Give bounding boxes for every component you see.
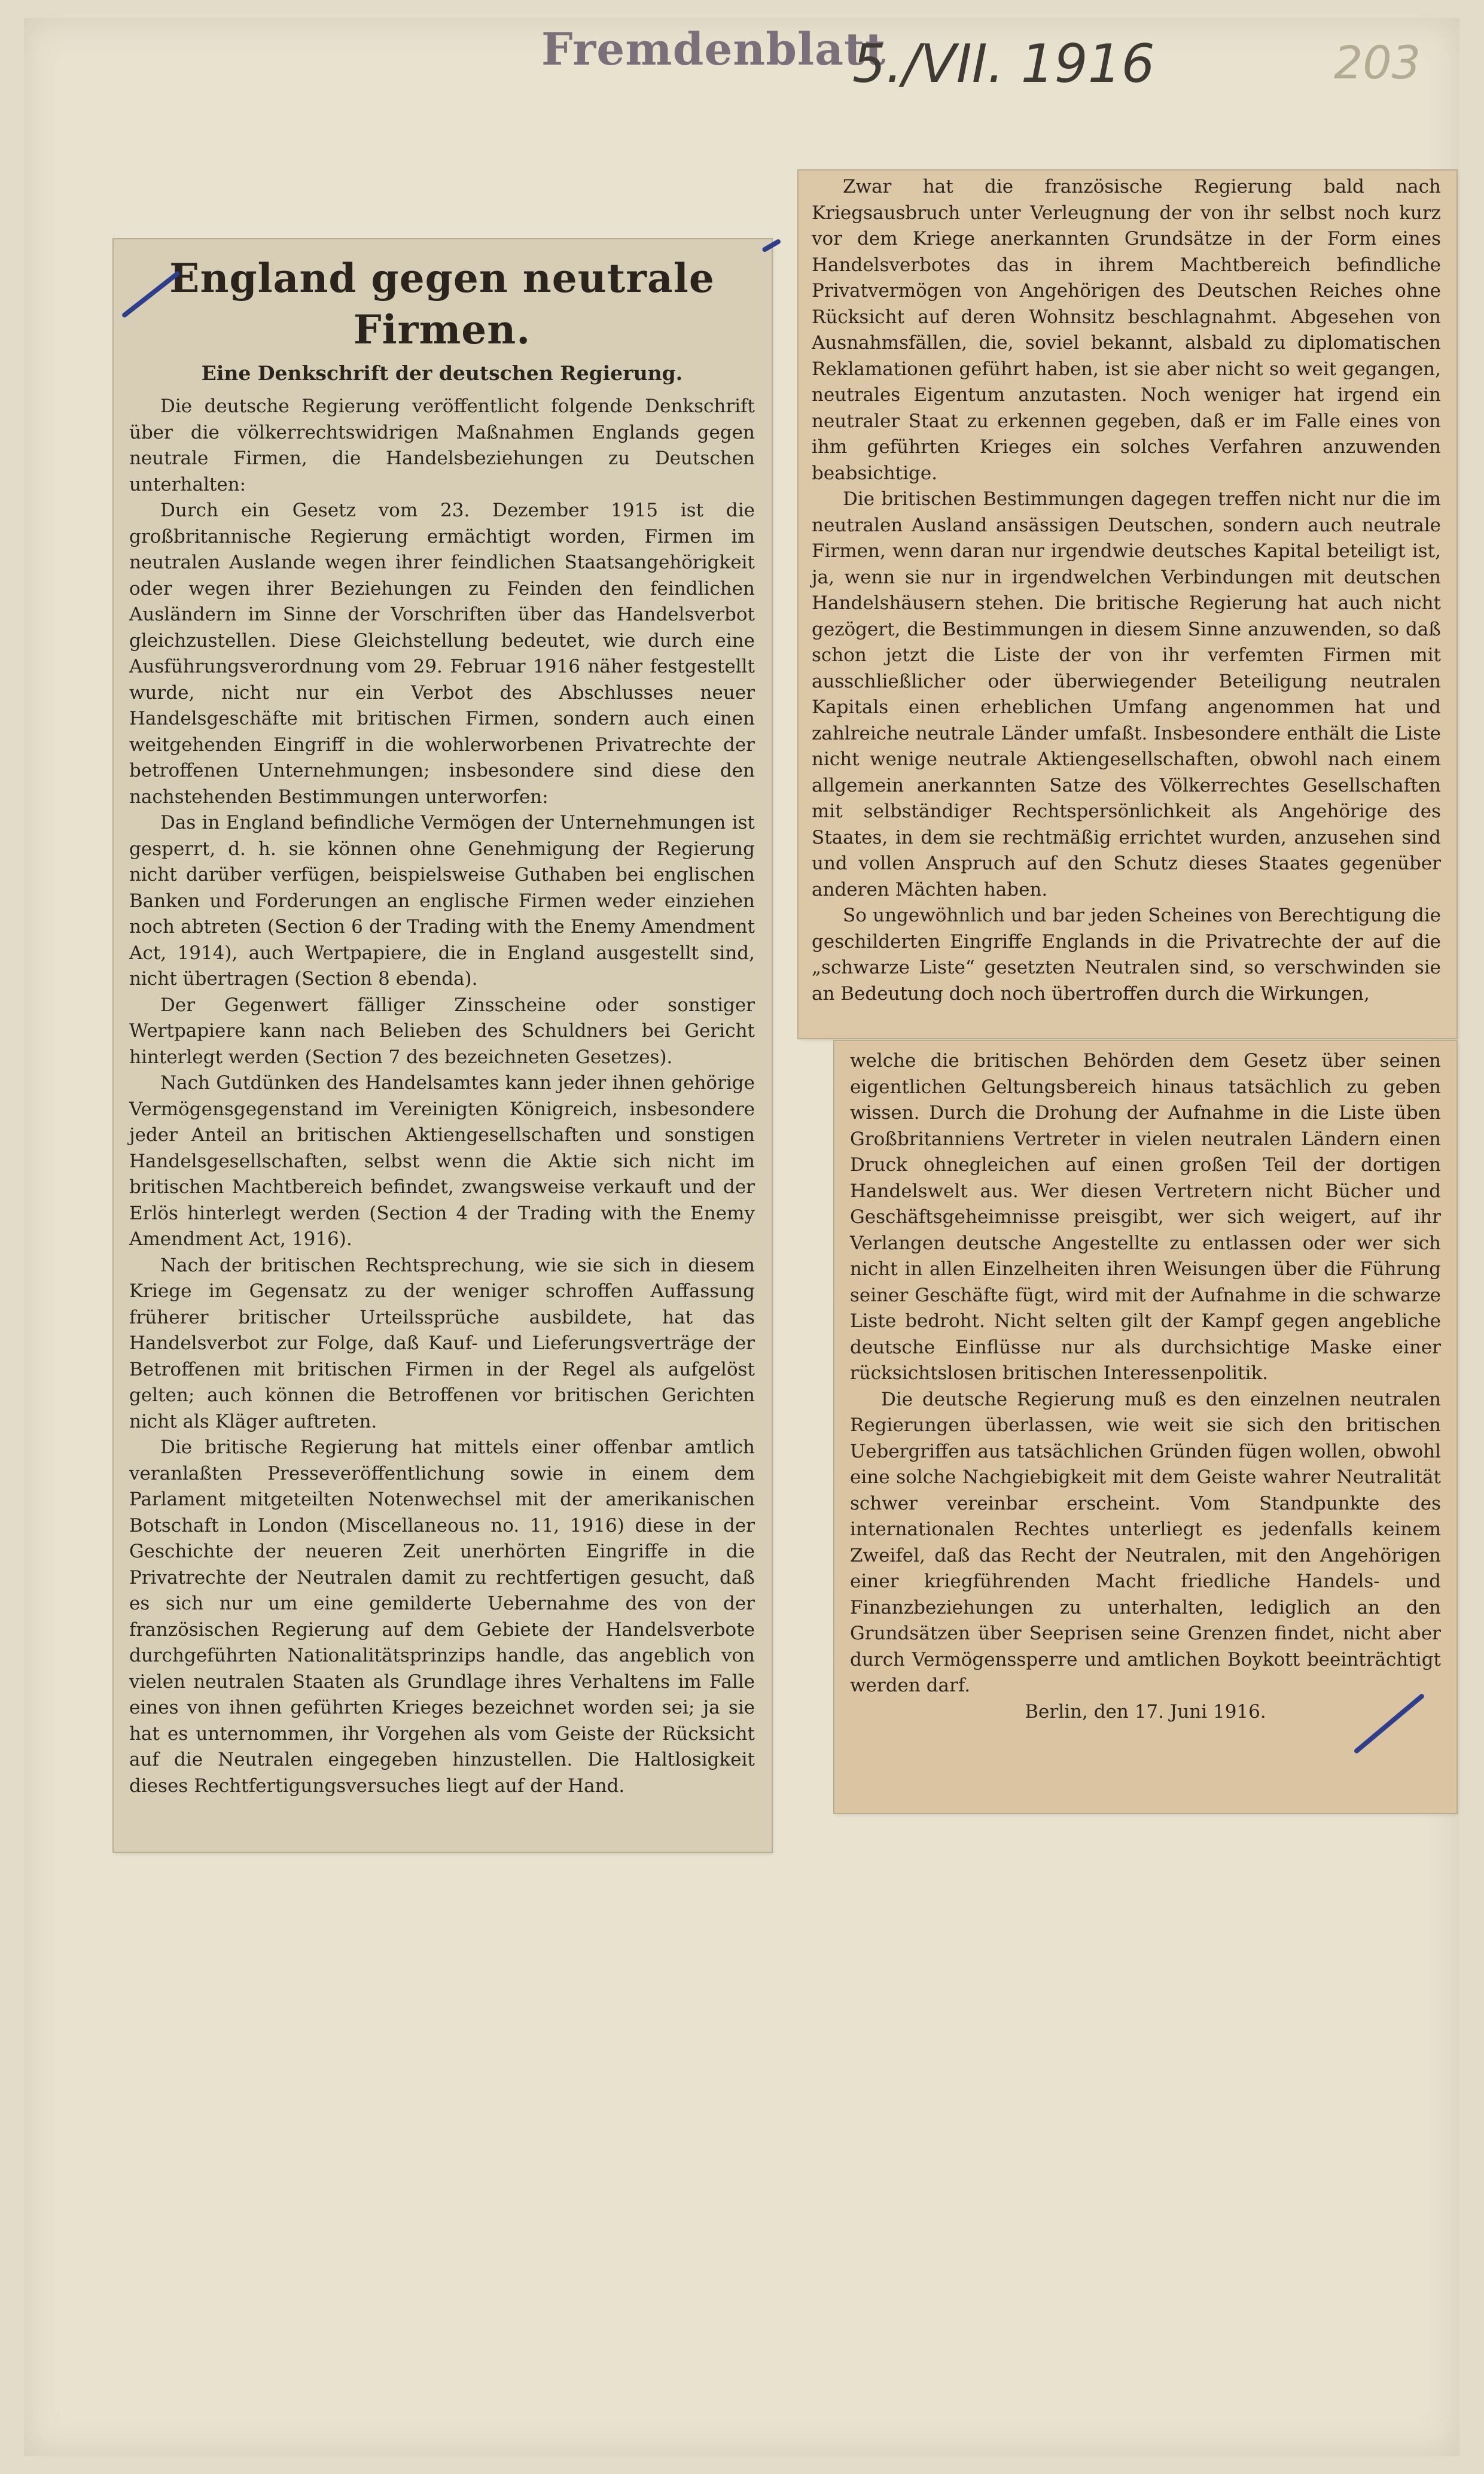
signature-line: Berlin, den 17. Juni 1916. <box>1025 1700 1266 1723</box>
clipping-right-bottom <box>834 1041 1456 1813</box>
clipping-left-column <box>114 239 772 1852</box>
paragraph: Nach der britischen Rechtsprechung, wie sie sich in diesem Kriege im Gegensatz zu der weniger schroffen Auffassung früherer britischer Urteilssprüche ausbildete, hat das Handelsverbot zur Folge, daß Kauf- und Lieferungsverträge der Betroffenen mit britischen Firmen in der Regel als aufgelöst gelten; auch können die Betroffenen vor britischen Gerichten nicht als Kläger auftreten. <box>129 1254 755 1432</box>
paragraph: Die deutsche Regierung veröffentlicht folgende Denkschrift über die völkerrechtswidrigen Maßnahmen Englands gegen neutrale Firmen, die Handelsbeziehungen zu Deutschen unterhalten: <box>129 395 755 495</box>
paragraph: Zwar hat die französische Regierung bald nach Kriegsausbruch unter Verleugnung der von ihr selbst noch kurz vor dem Kriege anerkannten Grundsätze in der Form eines Handelsverbotes das in ihrem Machtbereich befindliche Privatvermögen von Angehörigen des Deutschen Reiches ohne Rücksicht auf deren Wohnsitz beschlagnahmt. Abgesehen von Ausnahmsfällen, die, soviel bekannt, alsbald zu diplomatischen Reklamationen geführt haben, ist sie aber nicht so weit gegangen, neutrales Eigentum anzutasten. Noch weniger hat irgend ein neutraler Staat zu erkennen gegeben, daß er im Falle eines von ihm geführten Krieges ein solches Verfahren anzuwenden beabsichtige. <box>812 176 1441 484</box>
article-title: England gegen neutrale Firmen. <box>169 255 715 353</box>
paragraph: Die deutsche Regierung muß es den einzelnen neutralen Regierungen überlassen, wie weit sie sich den britischen Uebergriffen aus tatsächlichen Gründen fügen wollen, obwohl eine solche Nachgiebigkeit mit dem Geiste wahrer Neutralität schwer vereinbar erscheint. Vom Standpunkte des internationalen Rechtes unterliegt es jedenfalls keinem Zweifel, daß das Recht der Neutralen, mit den Angehörigen einer kriegführenden Macht friedliche Handels- und Finanzbeziehungen zu unterhalten, lediglich an den Grundsätzen über Seeprisen seine Grenzen findet, nicht aber durch Vermögenssperre und amtlichen Boykott beeinträchtigt werden darf. <box>850 1388 1441 1696</box>
paragraph: Die britischen Bestimmungen dagegen treffen nicht nur die im neutralen Ausland ansässigen Deutschen, sondern auch neutrale Firmen, wenn daran nur irgendwie deutsches Kapital beteiligt ist, ja, wenn sie nur in irgendwelchen Verbindungen mit deutschen Handelshäusern stehen. Die britische Regierung hat auch nicht gezögert, die Bestimmungen in diesem Sinne anzuwenden, so daß schon jetzt die Liste der von ihr verfemten Firmen mit ausschließlicher oder überwiegender Beteiligung neutralen Kapitals einen erheblichen Umfang angenommen hat und zahlreiche neutrale Länder umfaßt. Insbesondere enthält die Liste nicht wenige neutrale Aktiengesellschaften, obwohl nach einem allgemein anerkannten Satze des Völkerrechtes Gesellschaften mit selbständiger Rechtspersönlichkeit als Angehörige des Staates, in dem sie rechtmäßig errichtet wurden, anzusehen sind und vollen Anspruch auf den Schutz dieses Staates gegenüber anderen Mächten haben. <box>812 488 1441 900</box>
paragraph: Der Gegenwert fälliger Zinsscheine oder sonstiger Wertpapiere kann nach Belieben des Schuldners bei Gericht hinterlegt werden (Section 7 des bezeichneten Gesetzes). <box>129 994 755 1068</box>
paragraph: Durch ein Gesetz vom 23. Dezember 1915 ist die großbritannische Regierung ermächtigt worden, Firmen im neutralen Auslande wegen ihrer feindlichen Staatsangehörigkeit oder wegen ihrer Beziehungen zu Feinden den feindlichen Ausländern im Sinne der Vorschriften über das Handelsverbot gleichzustellen. Diese Gleichstellung bedeutet, wie durch eine Ausführungsverordnung vom 29. Februar 1916 näher festgestellt wurde, nicht nur ein Verbot des Abschlusses neuer Handelsgeschäfte mit britischen Firmen, sondern auch einen weitgehenden Eingriff in die wohlerworbenen Privatrechte der betroffenen Unternehmungen; insbesondere sind diese den nachstehenden Bestimmungen unterworfen: <box>129 500 755 808</box>
handwritten-date: 5./VII. 1916 <box>852 33 1155 95</box>
page-number: 203 <box>1334 36 1421 89</box>
clipping-right-top <box>799 171 1456 1038</box>
paragraph: Nach Gutdünken des Handelsamtes kann jeder ihnen gehörige Vermögensgegenstand im Vereinigten Königreich, insbesondere jeder Anteil an britischen Aktiengesellschaften und sonstigen Handelsgesellschaften, selbst wenn die Aktie sich nicht im britischen Machtbereich befindet, zwangsweise verkauft und der Erlös hinterlegt werden (Section 4 der Trading with the Enemy Amendment Act, 1916). <box>129 1072 755 1250</box>
paragraph: welche die britischen Behörden dem Gesetz über seinen eigentlichen Geltungsbereich hinaus tatsächlich zu geben wissen. Durch die Drohung der Aufnahme in die Liste üben Großbritanniens Vertreter in vielen neutralen Ländern einen Druck ohnegleichen auf einen großen Teil der dortigen Handelswelt aus. Wer diesen Vertretern nicht Bücher und Geschäftsgeheimnisse preisgibt, wer sich weigert, auf ihr Verlangen deutsche Angestellte zu entlassen oder wer sich nicht in allen Einzelheiten ihren Weisungen über die Führung seiner Geschäfte fügt, wird mit der Aufnahme in die schwarze Liste bedroht. Nicht selten gilt der Kampf gegen angebliche deutsche Einflüsse nur als durchsichtige Maske einer rücksichtslosen britischen Interessenpolitik. <box>850 1050 1441 1384</box>
newspaper-stamp: Fremdenblatt <box>541 24 886 75</box>
paragraph: Die britische Regierung hat mittels einer offenbar amtlich veranlaßten Presseveröffentlichung sowie in einem dem Parlament mitgeteilten Notenwechsel mit der amerikanischen Botschaft in London (Miscellaneous no. 11, 1916) diese in der Geschichte der neueren Zeit unerhörten Eingriffe in die Privatrechte der Neutralen damit zu rechtfertigen gesucht, daß es sich nur um eine gemilderte Uebernahme des von der französischen Regierung auf dem Gebiete der Handelsverbote durchgeführten Nationalitätsprinzips handle, das angeblich von vielen neutralen Staaten als Grundlage ihres Verhaltens im Falle eines von ihnen geführten Krieges bezeichnet worden sei; ja sie hat es unternommen, ihr Vorgehen als vom Geiste der Rücksicht auf die Neutralen eingegeben hinzustellen. Die Haltlosigkeit dieses Rechtfertigungsversuches liegt auf der Hand. <box>129 1437 755 1797</box>
paragraph: Das in England befindliche Vermögen der Unternehmungen ist gesperrt, d. h. sie können ohne Genehmigung der Regierung nicht darüber verfügen, beispielsweise Guthaben bei englischen Banken und Forderungen an englische Firmen weder einziehen noch abtreten (Section 6 der Trading with the Enemy Amendment Act, 1914), auch Wertpapiere, die in England ausgestellt sind, nicht übertragen (Section 8 ebenda). <box>129 812 755 990</box>
paragraph: So ungewöhnlich und bar jeden Scheines von Berechtigung die geschilderten Eingriffe Englands in die Privatrechte der auf die „schwarze Liste“ gesetzten Neutralen sind, so verschwinden sie an Bedeutung doch noch übertroffen durch die Wirkungen, <box>812 905 1441 1005</box>
article-subtitle: Eine Denkschrift der deutschen Regierung. <box>201 361 683 385</box>
